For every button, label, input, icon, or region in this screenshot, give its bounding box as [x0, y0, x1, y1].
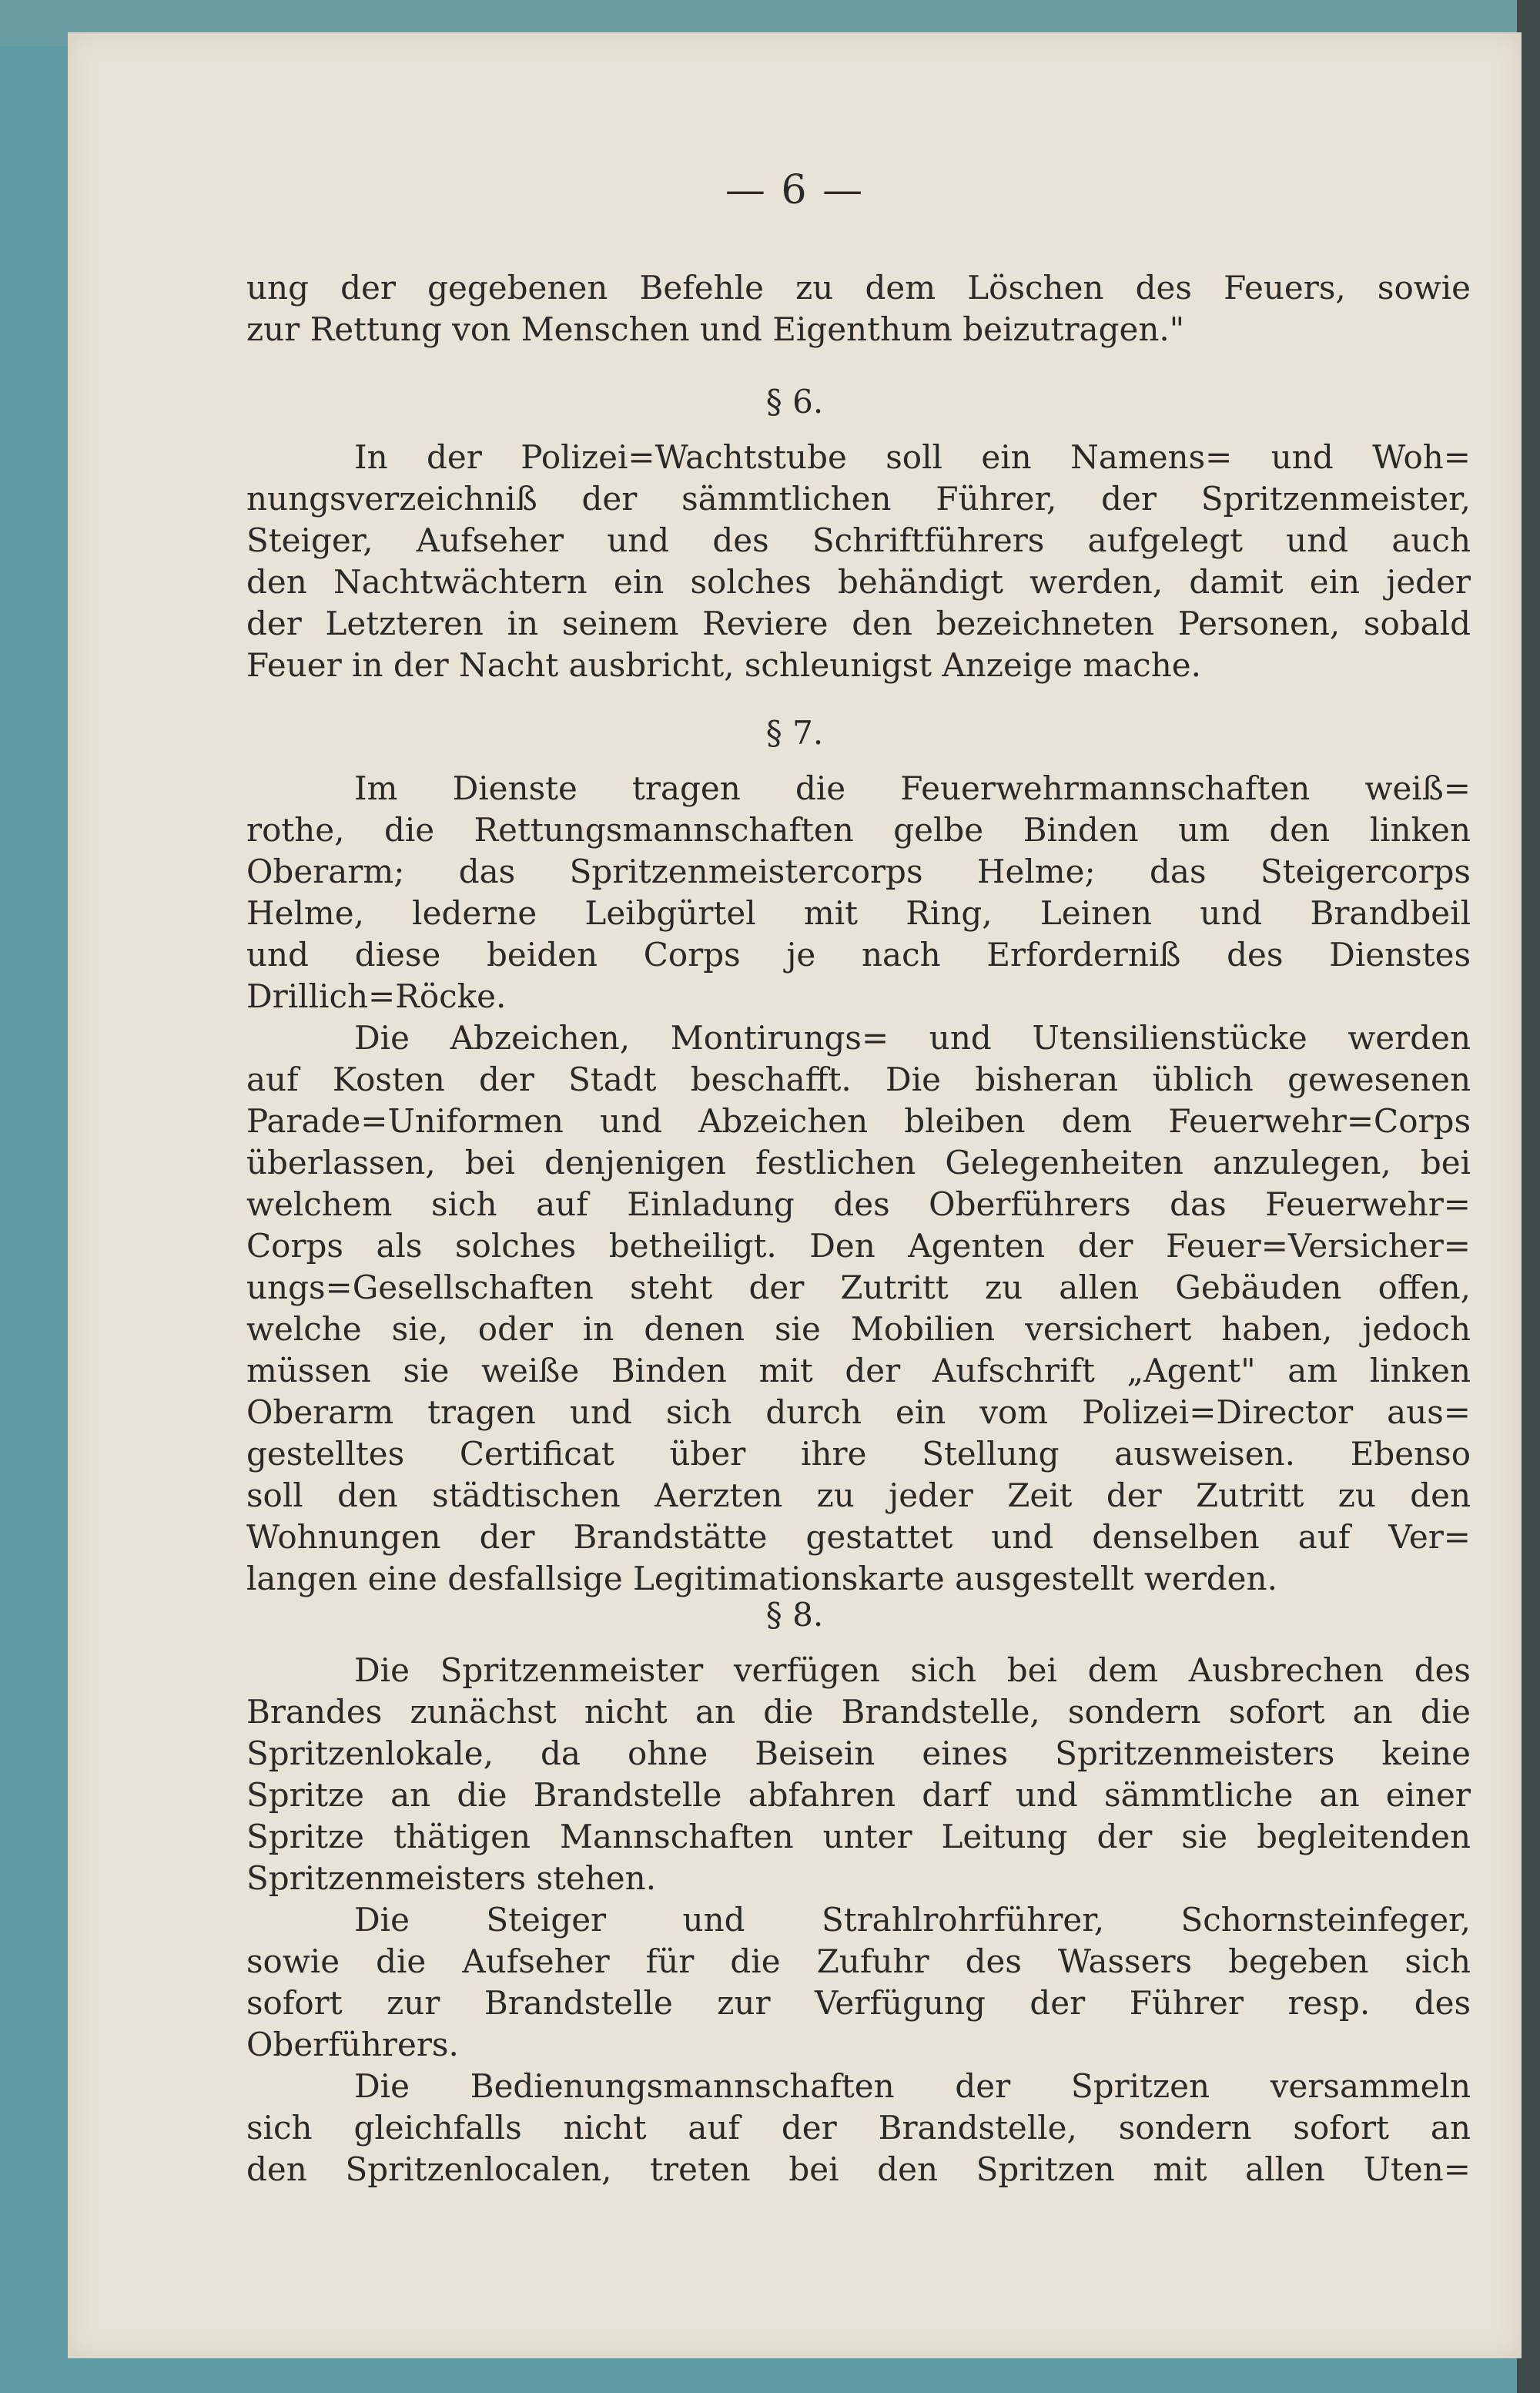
- text-line: auf Kosten der Stadt beschafft. Die bisheran üblich gewesenen: [246, 1061, 1471, 1098]
- section-8-paragraph-3: [246, 2066, 1471, 2190]
- text-line: Die Bedienungsmannschaften der Spritzen versammeln: [354, 2067, 1471, 2105]
- text-line: Oberführers.: [246, 2026, 459, 2063]
- text-line: den Nachtwächtern ein solches behändigt werden, damit ein jeder: [246, 563, 1471, 601]
- text-line: Oberarm; das Spritzenmeistercorps Helme; das Steigercorps: [246, 853, 1471, 890]
- section-heading-6: § 6.: [765, 383, 824, 421]
- text-line: gestelltes Certificat über ihre Stellung ausweisen. Ebenso: [246, 1435, 1471, 1473]
- intro-paragraph: [246, 267, 1471, 350]
- text-line: welchem sich auf Einladung des Oberführers das Feuerwehr=: [246, 1185, 1471, 1223]
- text-line: Die Spritzenmeister verfügen sich bei dem Ausbrechen des: [354, 1651, 1471, 1689]
- text-line: langen eine desfallsige Legitimationskarte ausgestellt werden.: [246, 1560, 1277, 1597]
- text-line: Im Dienste tragen die Feuerwehrmannschaften weiß=: [354, 769, 1471, 807]
- text-line: ungs=Gesellschaften steht der Zutritt zu allen Gebäuden offen,: [246, 1269, 1471, 1306]
- section-heading-7: § 7.: [765, 714, 824, 752]
- text-line: der Letzteren in seinem Reviere den bezeichneten Personen, sobald: [246, 605, 1471, 642]
- text-line: Die Steiger und Strahlrohrführer, Schornsteinfeger,: [354, 1901, 1471, 1939]
- text-line: rothe, die Rettungsmannschaften gelbe Binden um den linken: [246, 811, 1471, 849]
- text-line: müssen sie weiße Binden mit der Aufschrift „Agent" am linken: [246, 1352, 1471, 1389]
- text-line: Feuer in der Nacht ausbricht, schleunigst Anzeige mache.: [246, 646, 1201, 684]
- text-line: Corps als solches betheiligt. Den Agenten der Feuer=Versicher=: [246, 1227, 1471, 1265]
- text-line: welche sie, oder in denen sie Mobilien versichert haben, jedoch: [246, 1310, 1471, 1348]
- text-line: Oberarm tragen und sich durch ein vom Polizei=Director aus=: [246, 1393, 1471, 1431]
- text-line: ung der gegebenen Befehle zu dem Löschen des Feuers, sowie: [246, 269, 1471, 307]
- text-line: Drillich=Röcke.: [246, 977, 507, 1015]
- text-line: In der Polizei=Wachtstube soll ein Namens= und Woh=: [354, 438, 1471, 476]
- text-line: Spritze an die Brandstelle abfahren darf und sämmtliche an einer: [246, 1776, 1471, 1814]
- text-line: sowie die Aufseher für die Zufuhr des Wassers begeben sich: [246, 1942, 1471, 1980]
- text-line: zur Rettung von Menschen und Eigenthum beizutragen.": [246, 310, 1185, 348]
- text-line: nungsverzeichniß der sämmtlichen Führer, der Spritzenmeister,: [246, 480, 1471, 518]
- text-line: Spritzenmeisters stehen.: [246, 1859, 657, 1897]
- text-line: Wohnungen der Brandstätte gestattet und denselben auf Ver=: [246, 1518, 1471, 1556]
- text-line: sofort zur Brandstelle zur Verfügung der Führer resp. des: [246, 1984, 1471, 2022]
- section-7-paragraph-1: [246, 768, 1471, 1017]
- text-line: Brandes zunächst nicht an die Brandstelle, sondern sofort an die: [246, 1693, 1471, 1731]
- text-line: überlassen, bei denjenigen festlichen Gelegenheiten anzulegen, bei: [246, 1144, 1471, 1181]
- text-line: sich gleichfalls nicht auf der Brandstelle, sondern sofort an: [246, 2109, 1471, 2147]
- section-8-paragraph-2: [246, 1899, 1471, 2066]
- section-8-paragraph-1: [246, 1650, 1471, 1899]
- text-line: den Spritzenlocalen, treten bei den Spritzen mit allen Uten=: [246, 2150, 1471, 2188]
- page-number: — 6 —: [725, 167, 865, 213]
- text-line: Spritze thätigen Mannschaften unter Leitung der sie begleitenden: [246, 1818, 1471, 1855]
- text-line: und diese beiden Corps je nach Erforderniß des Dienstes: [246, 936, 1471, 974]
- text-line: Steiger, Aufseher und des Schriftführers aufgelegt und auch: [246, 521, 1471, 559]
- section-7-paragraph-2: [246, 1017, 1471, 1600]
- text-line: Die Abzeichen, Montirungs= und Utensilienstücke werden: [354, 1019, 1471, 1057]
- text-line: soll den städtischen Aerzten zu jeder Zeit der Zutritt zu den: [246, 1476, 1471, 1514]
- text-line: Spritzenlokale, da ohne Beisein eines Spritzenmeisters keine: [246, 1734, 1471, 1772]
- section-6-paragraph: [246, 437, 1471, 686]
- document-page: [68, 32, 1522, 2358]
- text-line: Parade=Uniformen und Abzeichen bleiben dem Feuerwehr=Corps: [246, 1102, 1471, 1140]
- text-line: Helme, lederne Leibgürtel mit Ring, Leinen und Brandbeil: [246, 894, 1471, 932]
- section-heading-8: § 8.: [765, 1596, 824, 1634]
